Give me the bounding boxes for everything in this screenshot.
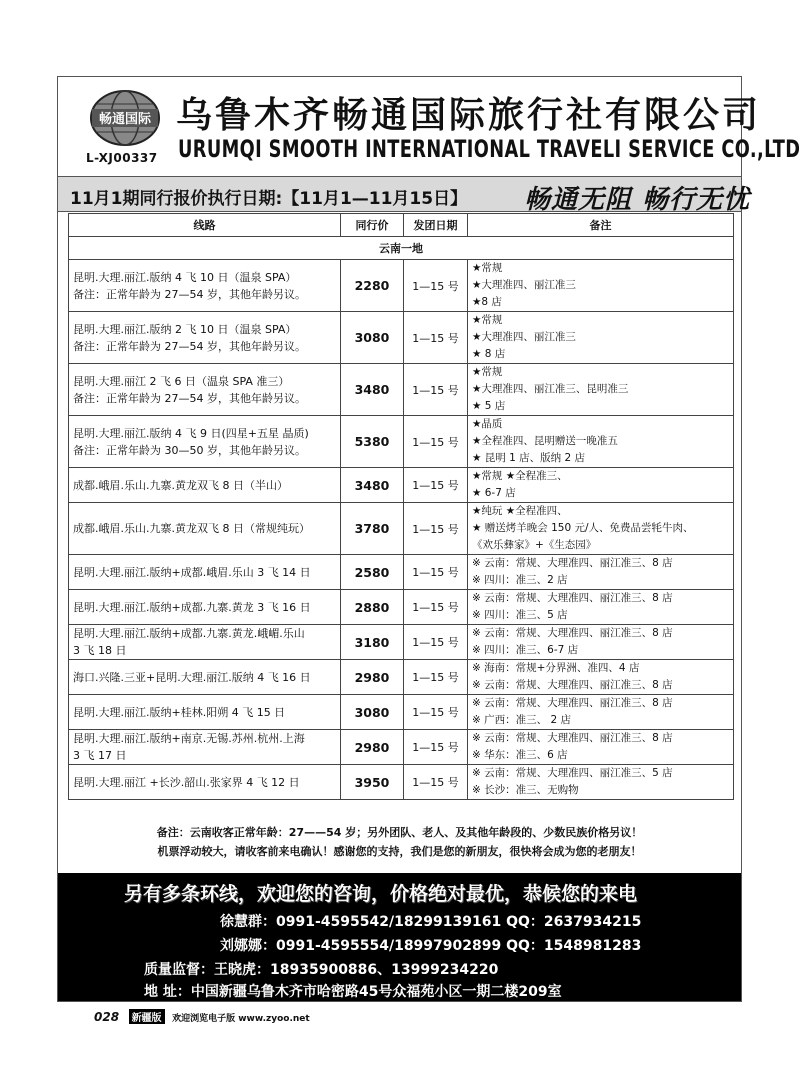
route-cell <box>69 260 341 312</box>
table-row <box>69 364 734 416</box>
route-text: 昆明.大理.丽江.版纳+成都.九寨.黄龙 3 飞 16 日 <box>73 600 311 614</box>
note-line: ※ 云南：常规、大理准四、丽江准三、8 店 <box>472 679 673 691</box>
company-name-cn: 乌鲁木齐畅通国际旅行社有限公司 <box>176 95 762 136</box>
contact-person-2: 刘娜娜：0991-4595554/18997902899 QQ：1548981283 <box>220 938 642 954</box>
period-bar <box>58 176 751 215</box>
col-header-notes: 备注 <box>468 214 734 237</box>
route-cell <box>69 468 341 503</box>
contact-panel <box>58 873 741 1001</box>
notes-cell <box>468 695 734 730</box>
note-line: ※ 云南：常规、大理准四、丽江准三、8 店 <box>472 592 673 604</box>
route-cell <box>69 555 341 590</box>
route-text: 昆明.大理.丽江 +长沙.韶山.张家界 4 飞 12 日 <box>73 775 300 789</box>
route-text: 成都.峨眉.乐山.九寨.黄龙双飞 8 日（半山） <box>73 478 288 492</box>
col-header-date: 发团日期 <box>404 214 468 237</box>
date-cell: 1—15 号 <box>404 364 468 416</box>
note-line: ★ 昆明 1 店、版纳 2 店 <box>472 452 585 464</box>
table-row <box>69 660 734 695</box>
note-line: ★常规 <box>472 366 503 378</box>
note-line: ※ 长沙：准三、无购物 <box>472 784 579 796</box>
company-name-en: URUMQI SMOOTH INTERNATIONAL TRAVELI SERVICE CO.,LTD <box>178 135 800 163</box>
note-line: 《欢乐彝家》+《生态园》 <box>472 539 597 551</box>
region-label: 云南一地 <box>69 237 734 260</box>
date-cell: 1—15 号 <box>404 625 468 660</box>
period-text: 11月1期同行报价执行日期:【11月1—11月15日】 <box>70 189 468 209</box>
note-line: ★ 5 店 <box>472 400 506 412</box>
route-text: 昆明.大理.丽江.版纳+南京.无锡.苏州.杭州.上海 <box>73 732 305 745</box>
route-note: 3 飞 18 日 <box>73 644 127 657</box>
route-cell <box>69 312 341 364</box>
remark <box>58 823 741 861</box>
note-line: ※ 云南：常规、大理准四、丽江准三、5 店 <box>472 767 673 779</box>
note-line: ★ 赠送烤羊晚会 150 元/人、免费品尝牦牛肉、 <box>472 522 694 534</box>
table-row <box>69 555 734 590</box>
notes-cell <box>468 260 734 312</box>
route-cell <box>69 660 341 695</box>
note-line: ※ 云南：常规、大理准四、丽江准三、8 店 <box>472 697 673 709</box>
date-cell: 1—15 号 <box>404 765 468 800</box>
edition-badge: 新疆版 <box>129 1009 165 1024</box>
page-number: 028 <box>94 1010 120 1024</box>
note-line: ★大理准四、丽江准三 <box>472 279 576 291</box>
price-cell: 3080 <box>341 695 404 730</box>
route-text: 昆明.大理.丽江.版纳 4 飞 10 日（温泉 SPA） <box>73 270 297 284</box>
route-text: 昆明.大理.丽江.版纳 2 飞 10 日（温泉 SPA） <box>73 322 297 336</box>
notes-cell <box>468 312 734 364</box>
price-cell: 2980 <box>341 730 404 765</box>
price-cell: 3480 <box>341 468 404 503</box>
table-row <box>69 765 734 800</box>
route-text: 昆明.大理.丽江.版纳+成都.峨眉.乐山 3 飞 14 日 <box>73 565 311 579</box>
price-cell: 5380 <box>341 416 404 468</box>
price-cell: 3480 <box>341 364 404 416</box>
region-row <box>69 237 734 260</box>
price-cell: 2980 <box>341 660 404 695</box>
route-text: 昆明.大理.丽江.版纳 4 飞 9 日(四星+五星 晶质) <box>73 426 309 440</box>
note-line: ※ 云南：常规、大理准四、丽江准三、8 店 <box>472 557 673 569</box>
notes-cell <box>468 416 734 468</box>
notes-cell <box>468 730 734 765</box>
date-cell: 1—15 号 <box>404 503 468 555</box>
price-table-wrap <box>68 213 733 800</box>
note-line: ※ 四川：准三、6-7 店 <box>472 644 579 656</box>
address: 地 址：中国新疆乌鲁木齐市哈密路45号众福苑小区一期二楼209室 <box>144 984 562 1000</box>
notes-cell <box>468 468 734 503</box>
note-line: ★大理准四、丽江准三、昆明准三 <box>472 383 629 395</box>
license-number: L-XJ00337 <box>86 151 158 165</box>
route-text: 成都.峨眉.乐山.九寨.黄龙双飞 8 日（常规纯玩） <box>73 522 310 535</box>
website-text: 欢迎浏览电子版 www.zyoo.net <box>172 1014 310 1024</box>
date-cell: 1—15 号 <box>404 416 468 468</box>
route-cell <box>69 730 341 765</box>
note-line: ※ 广西：准三、 2 店 <box>472 714 571 726</box>
notes-cell <box>468 625 734 660</box>
route-note: 备注：正常年龄为 27—54 岁，其他年龄另议。 <box>73 391 306 405</box>
notes-cell <box>468 590 734 625</box>
quality-supervision: 质量监督：王晓虎：18935900886、13999234220 <box>144 962 499 978</box>
route-text: 昆明.大理.丽江.版纳+桂林.阳朔 4 飞 15 日 <box>73 705 286 719</box>
route-text: 海口.兴隆.三亚+昆明.大理.丽江.版纳 4 飞 16 日 <box>73 670 311 684</box>
price-cell: 3780 <box>341 503 404 555</box>
price-table <box>68 213 734 800</box>
advertisement-page <box>57 76 800 1002</box>
notes-cell <box>468 364 734 416</box>
notes-cell <box>468 503 734 555</box>
note-line: ※ 华东：准三、6 店 <box>472 749 568 761</box>
table-body <box>69 237 734 800</box>
notes-cell <box>468 765 734 800</box>
price-cell: 2880 <box>341 590 404 625</box>
note-line: ★8 店 <box>472 296 502 308</box>
note-line: ※ 海南：常规+分界洲、准四、4 店 <box>472 662 640 674</box>
note-line: ★常规 <box>472 262 503 274</box>
route-cell <box>69 416 341 468</box>
table-row <box>69 695 734 730</box>
note-line: ★常规 <box>472 314 503 326</box>
contact-headline: 另有多条环线，欢迎您的咨询，价格绝对最优，恭候您的来电 <box>124 883 638 905</box>
table-row <box>69 590 734 625</box>
route-cell <box>69 765 341 800</box>
slogan: 畅通无阻 畅行无忧 <box>524 185 751 215</box>
notes-cell <box>468 555 734 590</box>
header <box>58 77 800 175</box>
route-text: 昆明.大理.丽江.版纳+成都.九寨.黄龙.峨嵋.乐山 <box>73 627 305 640</box>
note-line: ※ 云南：常规、大理准四、丽江准三、8 店 <box>472 627 673 639</box>
note-line: ★纯玩 ★全程准四、 <box>472 505 568 517</box>
date-cell: 1—15 号 <box>404 590 468 625</box>
remark-line-1: 备注：云南收客正常年龄：27——54 岁；另外团队、老人、及其他年龄段的、少数民族价格另议！ <box>156 826 643 839</box>
route-note: 3 飞 17 日 <box>73 749 127 762</box>
table-row <box>69 468 734 503</box>
date-cell: 1—15 号 <box>404 260 468 312</box>
price-cell: 2580 <box>341 555 404 590</box>
route-note: 备注：正常年龄为 27—54 岁，其他年龄另议。 <box>73 339 306 353</box>
route-cell <box>69 590 341 625</box>
remark-line-2: 机票浮动较大，请收客前来电确认！感谢您的支持，我们是您的新朋友，很快将会成为您的老朋友！ <box>157 845 642 858</box>
table-row <box>69 260 734 312</box>
route-note: 备注：正常年龄为 27—54 岁，其他年龄另议。 <box>73 287 306 301</box>
table-header-row <box>69 214 734 237</box>
table-row <box>69 416 734 468</box>
note-line: ★ 8 店 <box>472 348 506 360</box>
price-cell: 2280 <box>341 260 404 312</box>
note-line: ★ 6-7 店 <box>472 487 516 499</box>
note-line: ★全程准四、昆明赠送一晚准五 <box>472 435 618 447</box>
route-note: 备注：正常年龄为 30—50 岁，其他年龄另议。 <box>73 443 306 457</box>
note-line: ※ 四川：准三、5 店 <box>472 609 568 621</box>
date-cell: 1—15 号 <box>404 660 468 695</box>
price-cell: 3080 <box>341 312 404 364</box>
note-line: ※ 云南：常规、大理准四、丽江准三、8 店 <box>472 732 673 744</box>
date-cell: 1—15 号 <box>404 312 468 364</box>
table-row <box>69 503 734 555</box>
note-line: ※ 四川：准三、2 店 <box>472 574 568 586</box>
note-line: ★常规 ★全程准三、 <box>472 470 568 482</box>
date-cell: 1—15 号 <box>404 695 468 730</box>
date-cell: 1—15 号 <box>404 730 468 765</box>
date-cell: 1—15 号 <box>404 555 468 590</box>
logo-text: 畅通国际 <box>98 112 152 127</box>
route-cell <box>69 695 341 730</box>
notes-cell <box>468 660 734 695</box>
route-cell <box>69 364 341 416</box>
footer <box>94 1009 310 1024</box>
contact-person-1: 徐慧群：0991-4595542/18299139161 QQ：2637934215 <box>220 914 642 930</box>
table-row <box>69 312 734 364</box>
note-line: ★大理准四、丽江准三 <box>472 331 576 343</box>
table-row <box>69 730 734 765</box>
price-cell: 3950 <box>341 765 404 800</box>
note-line: ★晶质 <box>472 418 503 430</box>
col-header-route: 线路 <box>69 214 341 237</box>
table-row <box>69 625 734 660</box>
price-cell: 3180 <box>341 625 404 660</box>
date-cell: 1—15 号 <box>404 468 468 503</box>
col-header-price: 同行价 <box>341 214 404 237</box>
route-text: 昆明.大理.丽江 2 飞 6 日（温泉 SPA 准三） <box>73 374 290 388</box>
route-cell <box>69 503 341 555</box>
globe-logo-icon <box>88 89 162 147</box>
route-cell <box>69 625 341 660</box>
